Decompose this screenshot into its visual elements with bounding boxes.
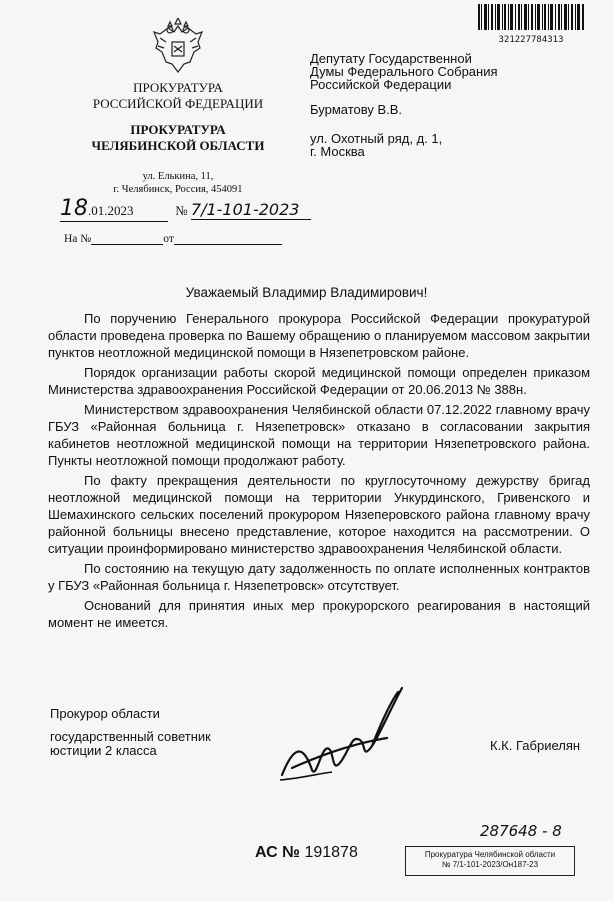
addr-line-2: г. Челябинск, Россия, 454091 — [113, 184, 243, 195]
date-number-line — [60, 196, 311, 222]
barcode-number: 321227784313 — [498, 35, 564, 45]
letter-body — [48, 310, 590, 634]
org-line-2: РОССИЙСКОЙ ФЕДЕРАЦИИ — [92, 96, 264, 111]
org-address — [60, 170, 296, 196]
serial-prefix: АС № — [255, 844, 300, 861]
greeting: Уважаемый Владимир Владимирович! — [185, 285, 428, 300]
serial-number: 191878 — [304, 844, 358, 861]
recipient-address-2: г. Москва — [310, 144, 365, 159]
paragraph: По поручению Генерального прокурора Российской Федерации прокуратурой области проведена проверка по Вашему обращению о планируемом массовом закрытии пунктов неотложной медицинской помощи в Нязепетровском районе. — [48, 311, 590, 360]
paragraph: Министерством здравоохранения Челябинской области 07.12.2022 главному врачу ГБУЗ «Районная больница г. Нязепетровск» отказано в согласовании закрытия кабинетов неотложной медицинской помощи на территории Нязепетровского района. Пункты неотложной помощи продолжают работу. — [48, 402, 590, 468]
org-bold-line-1: ПРОКУРАТУРА — [130, 122, 226, 137]
stamp-line-2: № 7/1-101-2023/Он187-23 — [441, 860, 539, 869]
org-header-general — [60, 80, 296, 112]
recipient-name: Бурматову В.В. — [310, 102, 403, 117]
addr-line-1: ул. Елькина, 11, — [142, 171, 214, 182]
signer-position: Прокурор области — [50, 706, 160, 721]
paragraph: Оснований для принятия иных мер прокурорского реагирования в настоящий момент не имеется. — [48, 598, 590, 630]
barcode — [478, 4, 584, 45]
handwritten-signature-icon — [272, 680, 412, 790]
number-prefix: № — [175, 203, 188, 218]
signer-name: К.К. Габриелян — [490, 738, 581, 753]
handwritten-registration-number: 287648 - 8 — [480, 822, 562, 840]
paragraph: По состоянию на текущую дату задолженность по оплате исполненных контрактов у ГБУЗ «Районная больница г. Нязепетровск» отсутствует. — [48, 561, 590, 593]
recipient-line-3: Российской Федерации — [310, 77, 452, 92]
paragraph: По факту прекращения деятельности по круглосуточному дежурству бригад неотложной медицинской помощи на территории Ункурдинского, Гривенского и Шемахинского сельских поселений прокурором Нязеперовского района главному врачу районной больницы внесено представление, которое находится на рассмотрении. О ситуации проинформировано министерство здравоохранения Челябинской области. — [48, 473, 590, 556]
org-line-1: ПРОКУРАТУРА — [133, 80, 223, 95]
rank-line-2: юстиции 2 класса — [50, 743, 157, 758]
date-rest: .01.2023 — [88, 203, 134, 218]
recipient-block — [310, 52, 550, 158]
paragraph: Порядок организации работы скорой медицинской помощи определен приказом Министерства здравоохранения Российской Федерации от 20.06.2013 № 388н. — [48, 365, 590, 397]
na-blank — [91, 232, 163, 245]
form-serial — [255, 844, 358, 862]
rank-line-1: государственный советник — [50, 729, 211, 744]
org-header-regional — [60, 122, 296, 154]
na-label: На № — [64, 233, 92, 245]
signer-rank — [50, 730, 211, 758]
org-bold-line-2: ЧЕЛЯБИНСКОЙ ОБЛАСТИ — [91, 138, 265, 153]
stamp-line-1: Прокуратура Челябинской области — [424, 850, 556, 859]
recipient-line-2: Думы Федерального Собрания — [310, 64, 498, 79]
barcode-bars-icon — [478, 4, 584, 30]
ot-label: от — [163, 233, 174, 245]
outgoing-number: 7/1-101-2023 — [191, 200, 311, 220]
date-field — [60, 196, 168, 222]
date-day: 18 — [60, 196, 88, 221]
reference-line — [64, 232, 282, 245]
recipient-address-1: ул. Охотный ряд, д. 1, — [310, 131, 443, 146]
registration-stamp — [405, 846, 575, 876]
recipient-line-1: Депутату Государственной — [310, 51, 472, 66]
ot-blank — [174, 232, 282, 245]
coat-of-arms-icon — [150, 18, 206, 78]
